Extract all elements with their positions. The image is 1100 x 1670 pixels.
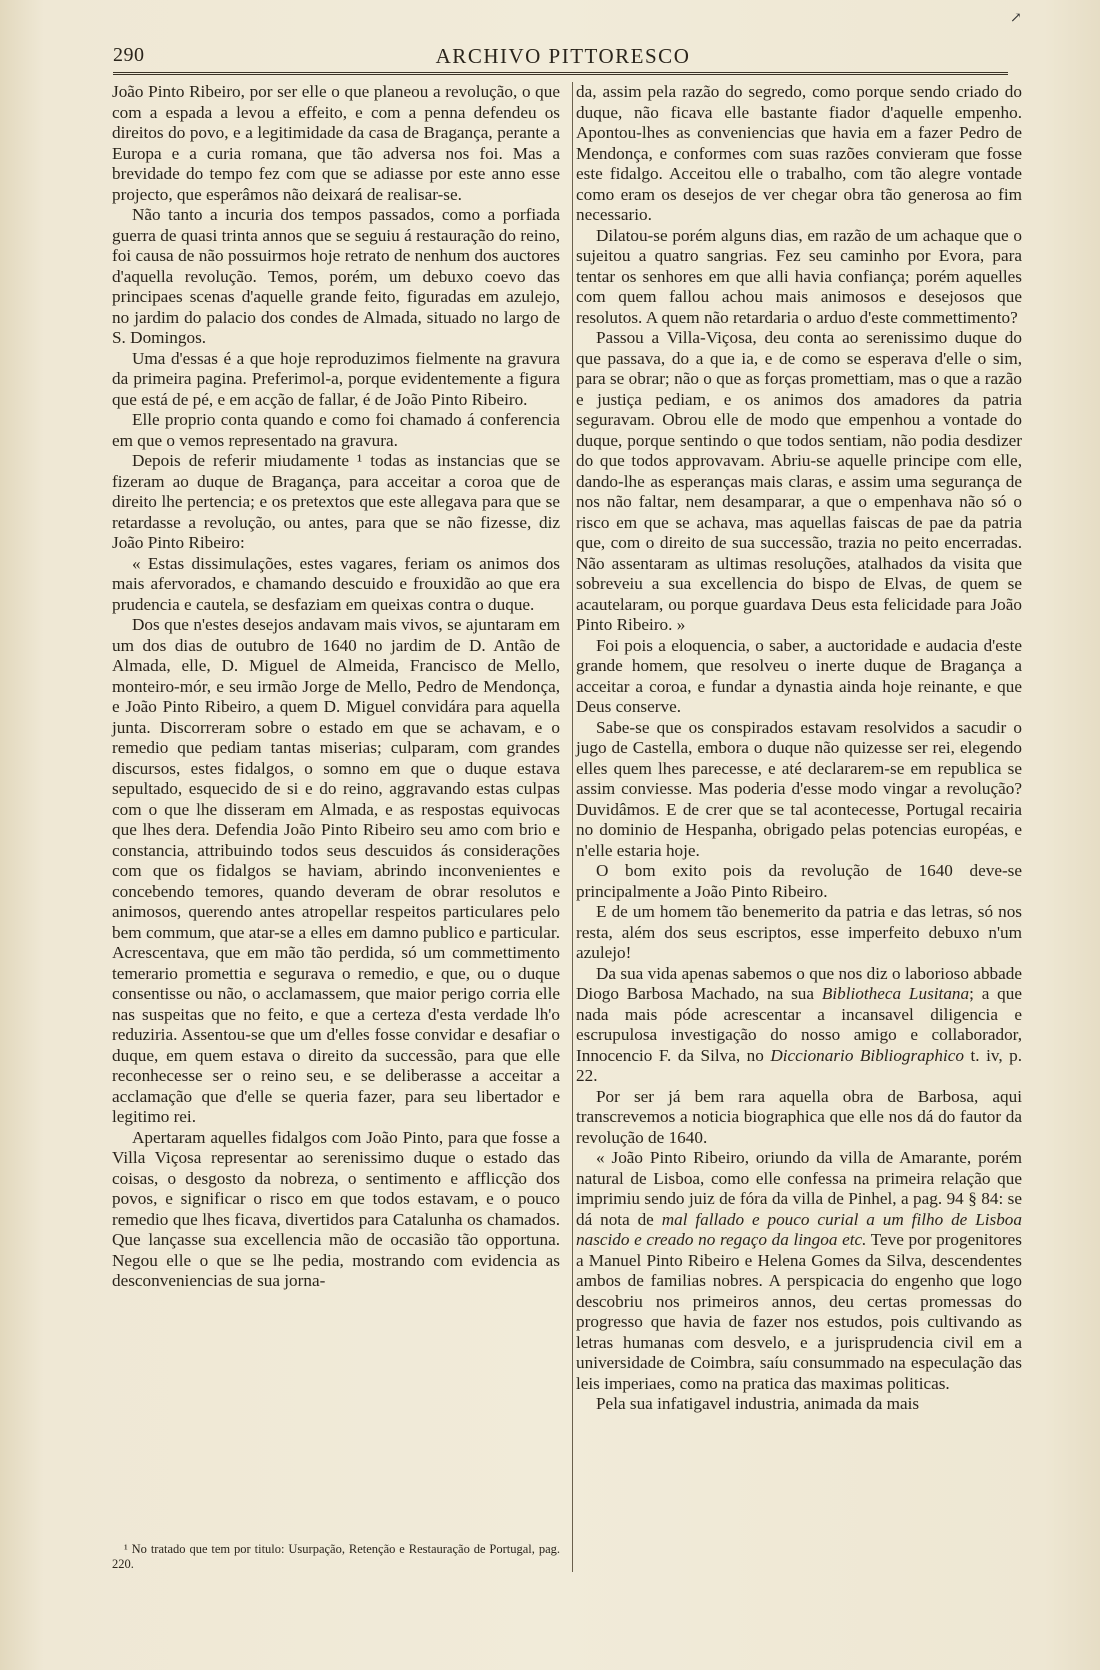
paragraph: E de um homem tão benemerito da patria e das letras, só nos resta, além dos seus escriptos, esse imperfeito debuxo n'um azulejo! (576, 902, 1022, 962)
margin-pencil-mark: ↗ (1010, 11, 1022, 26)
quoted-paragraph: Apertaram aquelles fidalgos com João Pinto, para que fosse a Villa Viçosa representar ao serenissimo duque o estado das coisas, o desgosto da nobreza, o sentimento e afflicção dos povos, e significar o risco em que todos estavam, e o pouco remedio que lhes ficava, divertidos para Catalunha os chamados. Que lançasse sua excellencia mão de occasião tão opportuna. Negou elle o que se lhe pedia, mostrando com evidencia as desconveniencias de sua jorna- (112, 1127, 560, 1290)
paragraph: João Pinto Ribeiro, por ser elle o que planeou a revolução, o que com a espada a levou a effeito, e com a penna defendeu os direitos do povo, e a legitimidade da casa de Bragança, perante a Europa e a curia romana, que tão adversa nos foi. Mas a brevidade do tempo fez com que se adiasse por este anno esse projecto, que esperâmos não deixará de realisar-se. (112, 82, 560, 204)
text-run: t. iv, p. 22. (576, 1045, 1023, 1085)
footnote-text: ¹ No tratado que tem por titulo: Usurpação, Retenção e Restauração de Portugal, pag. 220. (112, 1542, 560, 1571)
header-rule (113, 72, 1008, 75)
paragraph: Depois de referir miudamente ¹ todas as instancias que se fizeram ao duque de Bragança, para acceitar a coroa que de direito lhe pertencia; e os pretextos que este allegava para que se retardasse a revolução, ou antes, para que se não fizesse, diz João Pinto Ribeiro: (112, 451, 560, 552)
quoted-paragraph (576, 1148, 1022, 1394)
page-number: 290 (113, 44, 145, 66)
book-title: Diccionario Bibliographico (770, 1045, 964, 1065)
paragraph: O bom exito pois da revolução de 1640 deve-se principalmente a João Pinto Ribeiro. (576, 861, 1022, 901)
footnote (112, 1542, 560, 1571)
paragraph: Dilatou-se porém alguns dias, em razão de um achaque que o sujeitou a quatro sangrias. Fez seu caminho por Evora, para tentar os senhores em que alli havia confiança; porém aquelles com quem fallou achou mais animosos e desejosos que resolutos. A quem não retardaria o arduo d'este commettimento? (576, 225, 1022, 327)
journal-title: ARCHIVO PITTORESCO (435, 44, 691, 68)
text-run: « João Pinto Ribeiro, oriundo da villa de Amarante, porém natural de Lisboa, como elle confessa na primeira relação que imprimiu sendo juiz de fóra da villa de Pinhel, a pag. 94 § 84: se dá nota de (576, 1148, 1022, 1229)
paragraph: Passou a Villa-Viçosa, deu conta ao serenissimo duque do que passava, do a que ia, e de como se esperava d'elle o sim, para se obrar; não o que as forças promettiam, mas o que a razão e justiça pediam, e os animos dos amadores da patria seguravam. Obrou elle de modo que empenhou a vontade do duque, porque sentindo o que todos sentiam, não podia desdizer do que todos approvavam. Abriu-se aquelle principe com elle, dando-lhe as esperanças mais claras, e assim uma segurança de nos não faltar, nem desamparar, a que o empenhava não só o risco em que se achava, mas aquellas faiscas de pae da patria que, com o direito de sua successão, trazia no peito encerradas. Não assentaram as ultimas resoluções, atalhados da visita que sobreveiu a sua excellencia do bispo de Elvas, de quem se acautelaram, ou porque guardava Deus esta felicidade para João Pinto Ribeiro. » (576, 328, 1022, 634)
running-head (113, 44, 1013, 74)
paragraph: Foi pois a eloquencia, o saber, a auctoridade e audacia d'este grande homem, que resolveu o inerte duque de Bragança a acceitar a coroa, e fundar a dynastia ainda hoje reinante, e que Deus conserve. (576, 635, 1022, 716)
paragraph: Sabe-se que os conspirados estavam resolvidos a sacudir o jugo de Castella, embora o duque não quizesse ser rei, elegendo elles quem lhes parecesse, e até declararem-se em republica se assim conviesse. Mas poderia d'esse modo vingar a revolução? Duvidâmos. E de crer que se tal acontecesse, Portugal recairia no dominio de Hespanha, obrigado pelas potencias européas, e n'elle estaria hoje. (576, 717, 1022, 860)
text-run: Teve por progenitores a Manuel Pinto Ribeiro e Helena Gomes da Silva, descendentes ambos de familias nobres. A perspicacia do engenho que logo descobriu nos primeiros annos, deu certas promessas do progresso que havia de fazer nos estudos, pois cultivando as letras humanas com desvelo, e a jurisprudencia civil em a universidade de Coimbra, saíu consummado na especulação das leis imperiaes, como na pratica das maximas politicas. (576, 1230, 1022, 1393)
right-column (576, 82, 1022, 1415)
paragraph: Pela sua infatigavel industria, animada da mais (596, 1394, 920, 1413)
quoted-paragraph: Dos que n'estes desejos andavam mais vivos, se ajuntaram em um dos dias de outubro de 1640 no jardim de D. Antão de Almada, elle, D. Miguel de Almeida, Francisco de Mello, monteiro-mór, e seu irmão Jorge de Mello, Pedro de Mendonça, e João Pinto Ribeiro, a quem D. Miguel convidára para aquella junta. Discorreram sobre o estado em que se achavam, e o remedio que pediam tantas miserias; culparam, com grandes discursos, estes fidalgos, o somno em que o duque estava sepultado, esquecido de si e do reino, aggravando estas culpas com o que lhe disseram em Almada, e as respostas equivocas que lhes dera. Defendia João Pinto Ribeiro seu amo com brio e constancia, attribuindo todos seus descuidos ás considerações com que os fidalgos se haviam, abrindo inconvenientes e concebendo temores, quando deveram de obrar resolutos e animosos, querendo antes atropellar respeitos particulares pelo bem commum, que atar-se a elles em damno publico e particular. Acrescentava, que em mão tão perdida, só um commettimento temerario promettia e segurava o remedio, e que, ou o duque consentisse ou não, o acclamassem, que maior perigo corria elle nas suspeitas que no feito, e que a certeza d'esta verdade lh'o reduziria. Assentou-se que um d'elles fosse convidar e desafiar o duque, em quem estava o direito da successão, para que elle reconhecesse ser o reino seu, e se deliberasse a acceitar a acclamação que d'elle se queria fazer, para seu libertador e legitimo rei. (112, 615, 560, 1126)
paragraph: Uma d'essas é a que hoje reproduzimos fielmente na gravura da primeira pagina. Preferimol-a, porque evidentemente a figura que está de pé, e em acção de fallar, é de João Pinto Ribeiro. (112, 348, 560, 409)
paragraph: da, assim pela razão do segredo, como porque sendo criado do duque, não ficava elle bastante fiador d'aquelle empenho. Apontou-lhes as conveniencias que havia em a fazer Pedro de Mendonça, e conformes com suas razões convieram que fosse este fidalgo. Acceitou elle o trabalho, com tão alegre vontade como eram os desejos de ver chegar obra tão generosa ao fim necessario. (576, 82, 1022, 224)
book-title: Bibliotheca Lusitana (821, 984, 970, 1003)
text-run: Da sua vida apenas sabemos o que nos diz o laborioso abbade Diogo Barbosa Machado, na sua (576, 963, 1022, 1003)
paragraph (576, 964, 1022, 1087)
column-divider (572, 82, 573, 1572)
paragraph: Elle proprio conta quando e como foi chamado á conferencia em que o vemos representado na gravura. (112, 410, 560, 450)
paragraph: Por ser já bem rara aquella obra de Barbosa, aqui transcrevemos a noticia biographica que elle nos dá do fautor da revolução de 1640. (576, 1086, 1022, 1147)
quoted-paragraph: « Estas dissimulações, estes vagares, feriam os animos dos mais afervorados, e chamando descuido e frouxidão ao que era prudencia e cautela, se desfaziam em queixas contra o duque. (112, 553, 560, 614)
italic-quote: mal fallado e pouco curial a um filho de Lisboa nascido e creado no regaço da lingoa etc. (576, 1209, 1022, 1249)
left-column (112, 82, 560, 1292)
text-run: ; a que nada mais póde acrescentar a incansavel diligencia e escrupulosa investigação do nosso amigo e collaborador, Innocencio F. da Silva, no (576, 984, 1023, 1065)
paragraph: Não tanto a incuria dos tempos passados, como a porfiada guerra de quasi trinta annos que se seguiu á restauração do reino, foi causa de não possuirmos hoje retrato de nenhum dos auctores d'aquella revolução. Temos, porém, um debuxo coevo das principaes scenas d'aquelle grande feito, figuradas em azulejo, no jardim do palacio dos condes de Almada, situado no largo de S. Domingos. (112, 205, 560, 347)
